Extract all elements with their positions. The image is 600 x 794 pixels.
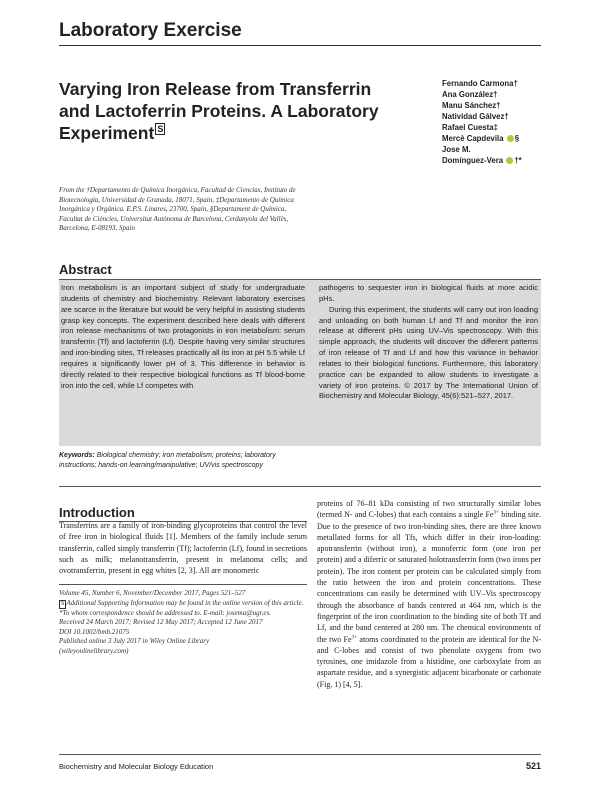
author: Fernando Carmona† xyxy=(442,79,518,88)
article-title xyxy=(59,78,399,144)
keywords xyxy=(59,451,309,470)
supporting-info-note: S Additional Supporting Information may be found in the online version of this article. xyxy=(61,598,304,607)
divider xyxy=(59,45,541,46)
divider xyxy=(59,486,541,487)
introduction-right-text: proteins of 76–81 kDa consisting of two structurally similar lobes (termed N- and C-lobes) that each contains a single $Fe^{3+}$ binding site. Due to the presence of two iron-binding sites, there are three known metallated forms for all Tfs, which differ in their iron-loading: apotransferrin (without iron), a monoferric form (one iron per protein) and a diferric or saturated holotransferrin form (two irons per protein). The iron content per protein can be calculated simply from the ratio between the iron and protein concentrations. These concentrations can easily be determined with UV–Vis spectroscopy through the absorbance of bands centered at 464 nm, which is the fingerprint of the iron coordination to the binding site of both Tf and Lf, and the band centered at 280 nm. The chemical environments of the two $Fe^{3+}$ atoms coordinated to the protein are identical for the N- and C-lobes and consist of two phenolate oxygens from two tyrosines, one imidazole from a histidine, one carboxylate from an aspartate residue, and a synergistic adjacent bicarbonate or carbonate (Fig. 1) [4, 5]. xyxy=(317,499,541,689)
abstract-paragraph: pathogens to sequester iron in biological fluids at more acidic pHs. xyxy=(319,283,538,303)
volume-info: Volume 45, Number 6, November/December 2017, Pages 521–527 xyxy=(59,589,246,597)
author: Manu Sánchez† xyxy=(442,101,501,110)
abstract-paragraph: Iron metabolism is an important subject of study for undergraduate students of chemistry and biochemistry. Relevant laboratory exercises are scarce in the literature but would be very helpful in assisting students grasp key concepts. The experiment described here deals with different iron release mechanisms of two protagonists in iron metabolism: serum transferrin (Tf) and lactoferrin (Lf). Despite having very similar structures and iron-binding sites, Tf releases practically all its iron at pH 5.5 while Lf requires a significantly lower pH of 3. This difference in behavior is directly related to their respective biological functions as Tf blood-borne iron into the cell, while Lf competes with xyxy=(61,283,305,390)
library-link[interactable]: (wileyonlinelibrary.com) xyxy=(59,646,129,655)
supporting-info-icon: S xyxy=(61,600,65,607)
introduction-left-text: Transferrins are a family of iron-binding glycoproteins that control the level of free iron in biological fluids [1]. Members of the family include serum transferrin, called simply transferrin (Tf); lactoferrin (Lf), found in secretions such as milk; melanotransferrin, present in melanoma cells; and ovotransferrin, present in egg whites [2, 3]. All are monomeric xyxy=(59,521,307,576)
abstract-right-column xyxy=(319,283,538,402)
correspondence: *To whom correspondence should be addressed to. E-mail: josema@ugr.es. xyxy=(59,608,271,617)
orcid-icon[interactable] xyxy=(507,135,514,142)
received-dates: Received 24 March 2017; Revised 12 May 2017; Accepted 12 June 2017 xyxy=(59,618,263,627)
doi[interactable]: DOI 10.1002/bmb.21075 xyxy=(59,627,130,636)
abstract-paragraph: During this experiment, the students will carry out iron loading and unloading on both human Lf and Tf and monitor the iron release at different pHs using UV–Vis spectroscopy. With this simple approach, the students will discover the different patterns of iron release of Tf and Lf and how this variance in behavior relates to their biological functions. Furthermore, this laboratory practice can be expanded to allow students to investigate a variety of iron proteins. © 2017 by The International Union of Biochemistry and Molecular Biology, 45(6):521–527, 2017. xyxy=(319,304,538,401)
author: Domínguez-Vera †* xyxy=(442,156,522,165)
author: Natividad Gálvez† xyxy=(442,112,509,121)
affiliations: From the †Departamento de Química Inorgánica, Facultad de Ciencias, Instituto de Biotecnología, Universidad de Granada, 18071, Spain, ‡Departamento de Química Inorgánica y Orgánica. E.P.S. Linares, 23700, Spain, §Departament de Química, Facultat de Ciències, Universitat Autònoma de Barcelona, Cerdanyola del Vallès, Barcelona, E-08193, Spain xyxy=(59,186,296,233)
keywords-label: Keywords: xyxy=(59,452,95,459)
abstract-heading: Abstract xyxy=(59,262,112,277)
author-list xyxy=(442,78,572,166)
divider xyxy=(59,754,541,755)
author: Ana González† xyxy=(442,90,498,99)
section-label: Laboratory Exercise xyxy=(59,20,242,41)
author: Rafael Cuesta‡ xyxy=(442,123,498,132)
divider xyxy=(59,584,307,585)
introduction-heading: Introduction xyxy=(59,505,135,520)
supporting-info-icon[interactable]: S xyxy=(157,124,164,135)
abstract-left-column xyxy=(61,283,305,391)
orcid-icon[interactable] xyxy=(506,157,513,164)
article-notes xyxy=(59,589,307,657)
published-online: Published online 3 July 2017 in Wiley Online Library xyxy=(59,637,210,646)
page-number: 521 xyxy=(525,761,541,771)
keywords-text: Biological chemistry; iron metabolism; proteins; laboratory instructions; hands-on learning/manipulative; UV/vis spectroscopy xyxy=(59,452,276,469)
title-text: Varying Iron Release from Transferrin and Lactoferrin Proteins. A Laboratory Experiment xyxy=(59,79,379,143)
journal-name: Biochemistry and Molecular Biology Education xyxy=(59,762,214,771)
author: Jose M. xyxy=(442,145,471,154)
author: Mercè Capdevila § xyxy=(442,134,520,143)
